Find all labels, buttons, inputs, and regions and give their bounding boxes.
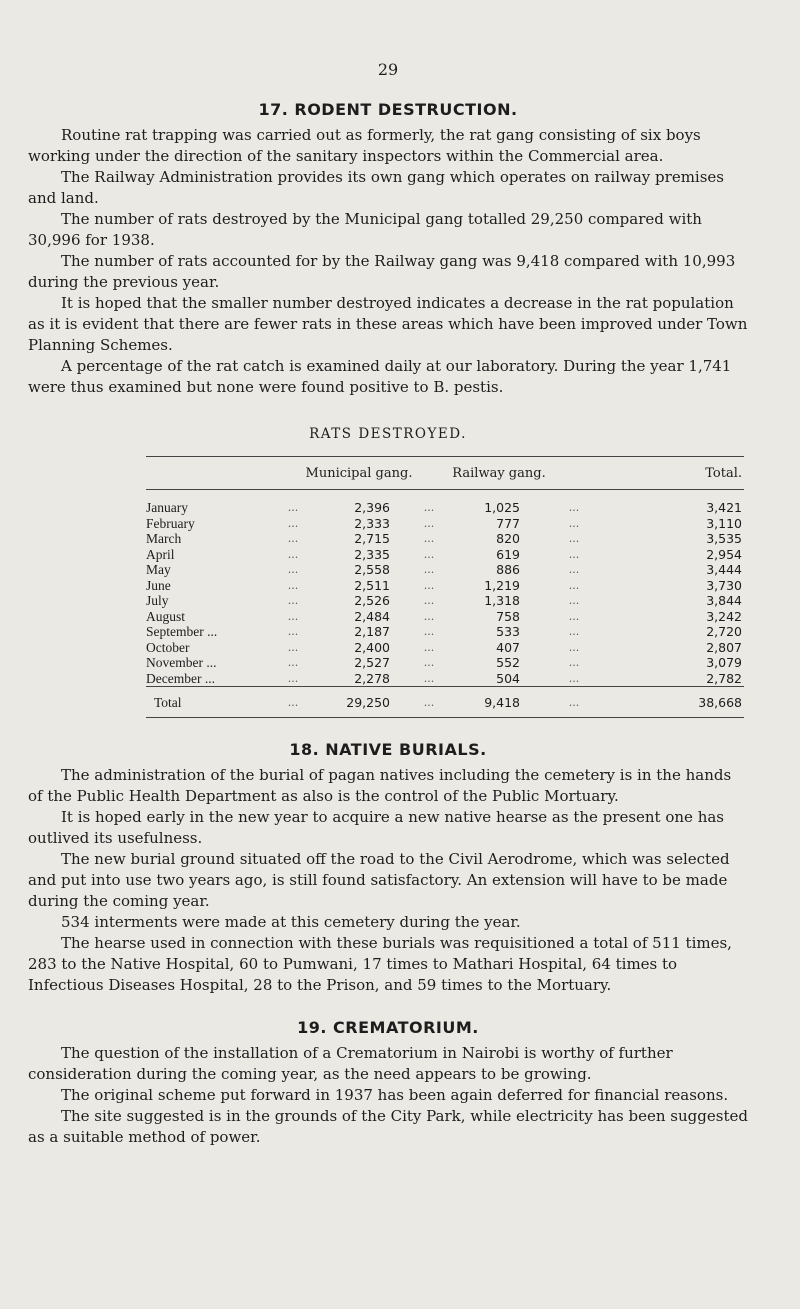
- month-cell: August: [146, 608, 186, 624]
- leader-dots: ...: [568, 578, 580, 592]
- railway-cell: 1,025: [484, 500, 520, 515]
- month-cell: January: [146, 500, 188, 515]
- table-row: [146, 562, 744, 578]
- section-18-paragraph: The hearse used in connection with these burials was requisitioned a total of 511 times, 283 to the Native Hospital, 60 to Pumwani, 17 times to Mathari Hospital, 64 times to Infectious Diseases Hospital, 28 to the Prison, and 59 times to the Mortuary.: [28, 933, 732, 994]
- leader-dots: ...: [423, 640, 435, 654]
- total-cell: 3,444: [706, 562, 742, 577]
- total-cell: 2,782: [706, 670, 742, 686]
- header-railway: Railway gang.: [444, 457, 554, 490]
- table-row: [146, 490, 744, 516]
- total-total: 38,668: [594, 687, 744, 718]
- municipal-cell: 2,511: [354, 577, 390, 593]
- railway-cell: 407: [496, 639, 520, 655]
- railway-cell: 758: [496, 608, 520, 624]
- rats-destroyed-table: [146, 456, 744, 718]
- section-18-heading: 18. NATIVE BURIALS.: [289, 739, 487, 759]
- total-cell: 3,079: [706, 655, 742, 670]
- month-cell: October: [146, 639, 190, 655]
- leader-dots: ...: [568, 671, 580, 685]
- leader-dots: ...: [568, 532, 580, 545]
- leader-dots: ...: [554, 687, 594, 718]
- municipal-cell: 2,400: [354, 639, 390, 655]
- leader-dots: ...: [423, 594, 435, 607]
- leader-dots: ...: [287, 625, 299, 638]
- leader-dots: ...: [414, 687, 444, 718]
- railway-cell: 886: [496, 562, 520, 577]
- section-18-paragraph: The administration of the burial of pagan natives including the cemetery is in the hands of the Public Health Department as also is the control of the Public Mortuary.: [28, 765, 732, 805]
- month-cell: November ...: [146, 655, 217, 670]
- month-cell: February: [146, 515, 195, 531]
- leader-dots: ...: [568, 625, 580, 638]
- leader-dots: ...: [287, 532, 299, 545]
- table-row: [146, 640, 744, 656]
- leader-dots: ...: [423, 609, 435, 623]
- leader-dots: ...: [287, 671, 299, 685]
- total-cell: 2,954: [706, 546, 742, 562]
- section-17-paragraph: It is hoped that the smaller number destroyed indicates a decrease in the rat population as it is evident that there are fewer rats in these areas which have been improved under Town Planning Schemes.: [28, 294, 748, 354]
- leader-dots: ...: [423, 516, 435, 530]
- table-row: [146, 609, 744, 625]
- page-number: 29: [377, 60, 399, 79]
- municipal-cell: 2,526: [354, 593, 390, 608]
- railway-cell: 1,219: [484, 577, 520, 593]
- section-17-paragraph: The number of rats accounted for by the Railway gang was 9,418 compared with 10,993 during the previous year.: [28, 252, 736, 291]
- section-17-paragraph: The number of rats destroyed by the Municipal gang totalled 29,250 compared with 30,996 for 1938.: [28, 210, 702, 249]
- municipal-cell: 2,396: [354, 500, 390, 515]
- leader-dots: ...: [568, 563, 580, 576]
- leader-dots: ...: [568, 547, 580, 561]
- section-19-paragraph: The site suggested is in the grounds of the City Park, while electricity has been suggested as a suitable method of power.: [28, 1106, 748, 1146]
- leader-dots: ...: [287, 516, 299, 530]
- leader-dots: ...: [568, 609, 580, 623]
- municipal-cell: 2,558: [354, 562, 390, 577]
- section-18-paragraph: The new burial ground situated off the road to the Civil Aerodrome, which was selected and put into use two years ago, is still found satisfactory. An extension will have to be made during the coming year.: [28, 849, 730, 910]
- section-17-heading: 17. RODENT DESTRUCTION.: [258, 100, 518, 119]
- leader-dots: ...: [568, 516, 580, 530]
- railway-cell: 619: [496, 546, 520, 562]
- railway-cell: 820: [496, 531, 520, 546]
- leader-dots: ...: [287, 578, 299, 592]
- month-cell: December ...: [146, 670, 215, 686]
- leader-dots: ...: [287, 501, 299, 514]
- leader-dots: ...: [423, 656, 435, 669]
- month-cell: July: [146, 593, 169, 608]
- leader-dots: ...: [423, 563, 435, 576]
- municipal-cell: 2,527: [354, 655, 390, 670]
- railway-cell: 504: [496, 670, 520, 686]
- section-17-paragraph: A percentage of the rat catch is examined daily at our laboratory. During the year 1,741 were thus examined but none were found positive to B. pestis.: [28, 357, 732, 396]
- municipal-cell: 2,187: [354, 624, 390, 639]
- table-row: [146, 516, 744, 532]
- total-cell: 3,730: [706, 577, 742, 593]
- month-cell: March: [146, 531, 182, 546]
- leader-dots: ...: [287, 563, 299, 576]
- total-cell: 3,535: [706, 531, 742, 546]
- table-row: [146, 531, 744, 547]
- leader-dots: ...: [423, 532, 435, 545]
- leader-dots: ...: [287, 640, 299, 654]
- leader-dots: ...: [423, 671, 435, 685]
- leader-dots: ...: [568, 501, 580, 514]
- railway-cell: 777: [496, 515, 520, 531]
- month-cell: September ...: [146, 624, 218, 639]
- header-total: Total.: [594, 457, 744, 490]
- month-cell: June: [146, 577, 171, 593]
- table-row: [146, 624, 744, 640]
- leader-dots: ...: [287, 656, 299, 669]
- total-cell: 2,807: [706, 639, 742, 655]
- section-17-paragraph: The Railway Administration provides its own gang which operates on railway premises and land.: [28, 168, 724, 207]
- total-label: Total: [146, 687, 282, 718]
- table-row: [146, 547, 744, 563]
- section-19-paragraph: The original scheme put forward in 1937 has been again deferred for financial reasons.: [61, 1085, 729, 1104]
- railway-cell: 552: [496, 655, 520, 670]
- total-cell: 3,844: [706, 593, 742, 608]
- total-cell: 3,421: [706, 500, 742, 515]
- leader-dots: ...: [287, 594, 299, 607]
- leader-dots: ...: [423, 625, 435, 638]
- leader-dots: ...: [287, 547, 299, 561]
- total-railway: 9,418: [444, 687, 554, 718]
- section-19-paragraph: The question of the installation of a Crematorium in Nairobi is worthy of further consideration during the coming year, as the need appears to be growing.: [28, 1043, 673, 1083]
- total-cell: 3,242: [706, 608, 742, 624]
- municipal-cell: 2,484: [354, 608, 390, 624]
- leader-dots: ...: [423, 547, 435, 561]
- leader-dots: ...: [287, 609, 299, 623]
- municipal-cell: 2,715: [354, 531, 390, 546]
- leader-dots: ...: [568, 656, 580, 669]
- section-17-paragraph: Routine rat trapping was carried out as formerly, the rat gang consisting of six boys working under the direction of the sanitary inspectors within the Commercial area.: [28, 126, 701, 165]
- total-cell: 2,720: [706, 624, 742, 639]
- header-month-blank: [146, 457, 282, 490]
- leader-dots: ...: [282, 687, 304, 718]
- total-municipal: 29,250: [304, 687, 414, 718]
- rats-table-title: RATS DESTROYED.: [309, 426, 467, 442]
- total-row: [146, 687, 744, 718]
- railway-cell: 533: [496, 624, 520, 639]
- leader-dots: ...: [568, 594, 580, 607]
- rats-table-body: [146, 490, 744, 687]
- leader-dots: ...: [423, 578, 435, 592]
- leader-dots: ...: [423, 501, 435, 514]
- month-cell: April: [146, 546, 175, 562]
- table-row: [146, 655, 744, 671]
- table-row: [146, 578, 744, 594]
- section-19-heading: 19. CREMATORIUM.: [297, 1017, 479, 1037]
- railway-cell: 1,318: [484, 593, 520, 608]
- municipal-cell: 2,335: [354, 546, 390, 562]
- municipal-cell: 2,278: [354, 670, 390, 686]
- header-municipal: Municipal gang.: [304, 457, 414, 490]
- section-18-paragraph: It is hoped early in the new year to acquire a new native hearse as the present one has outlived its usefulness.: [28, 807, 724, 847]
- municipal-cell: 2,333: [354, 515, 390, 531]
- total-cell: 3,110: [706, 515, 742, 531]
- month-cell: May: [146, 562, 171, 577]
- table-row: [146, 671, 744, 687]
- table-row: [146, 593, 744, 609]
- leader-dots: ...: [568, 640, 580, 654]
- section-18-paragraph: 534 interments were made at this cemetery during the year.: [61, 912, 521, 931]
